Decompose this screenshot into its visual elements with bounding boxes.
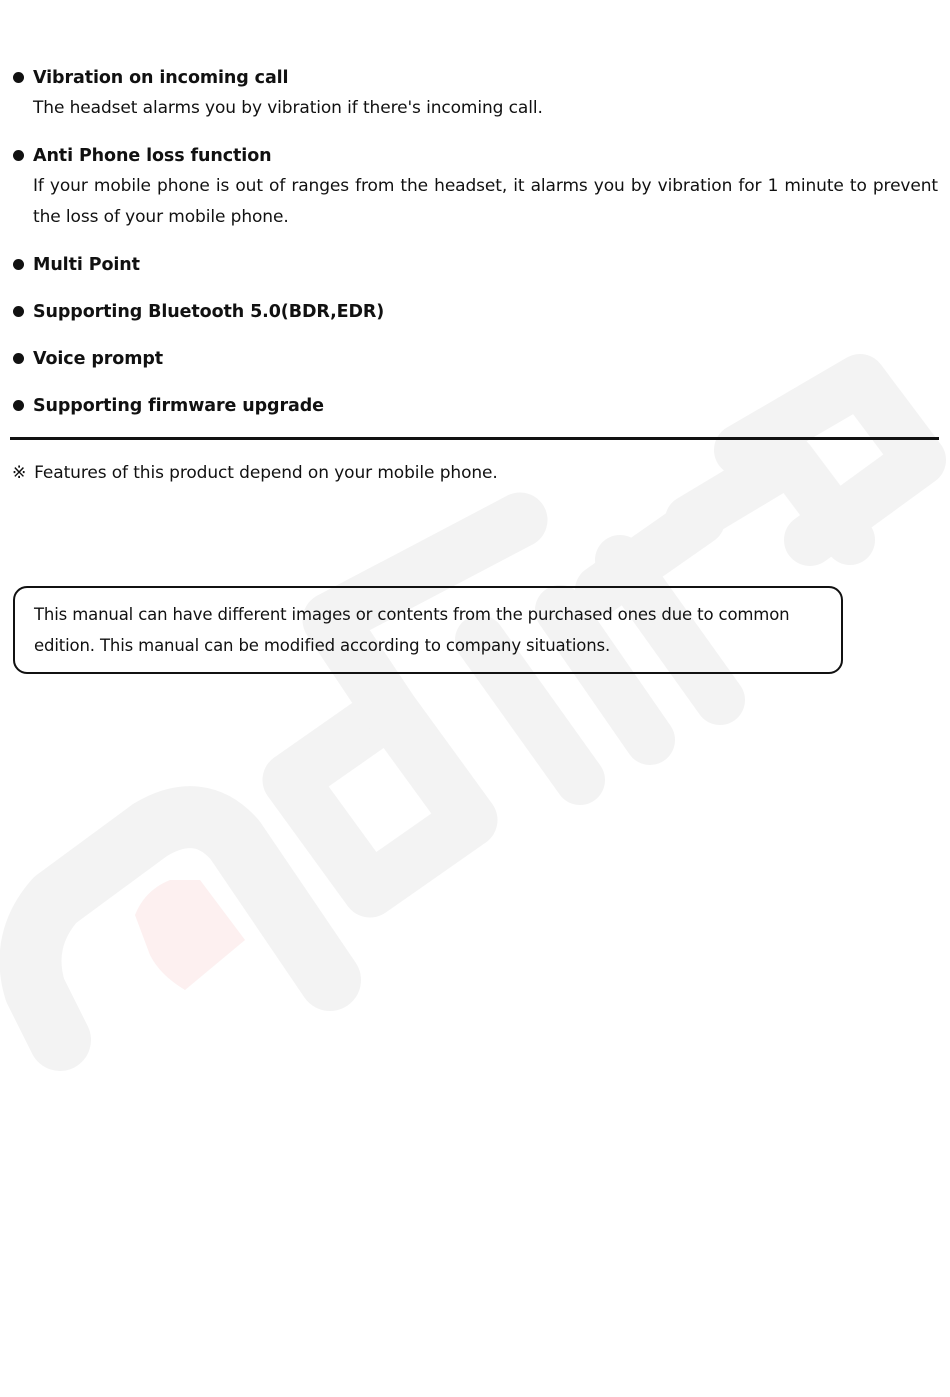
feature-title: Supporting Bluetooth 5.0(BDR,EDR) [33,302,385,322]
feature-description: If your mobile phone is out of ranges from the headset, it alarms you by vibration for 1 minute to prevent the loss of your mobile phone. [33,176,938,227]
feature-item-bluetooth [12,298,938,327]
bullet-icon [13,150,24,161]
feature-title: Vibration on incoming call [33,68,289,88]
section-divider [10,437,939,440]
feature-title: Supporting firmware upgrade [33,396,324,416]
feature-title: Anti Phone loss function [33,146,272,166]
feature-list [12,64,938,439]
bullet-icon [13,400,24,411]
feature-title: Voice prompt [33,349,164,369]
bullet-icon [13,259,24,270]
product-note [12,459,498,487]
feature-item-anti-phone-loss [12,142,938,233]
bullet-icon [13,353,24,364]
feature-item-multi-point [12,251,938,280]
feature-item-voice-prompt [12,345,938,374]
reference-mark-icon: ※ [12,463,27,483]
note-text: Features of this product depend on your mobile phone. [34,463,498,483]
notice-text: This manual can have different images or contents from the purchased ones due to common edition. This manual can be modified according to company situations. [34,605,790,655]
feature-description: The headset alarms you by vibration if there's incoming call. [33,98,543,118]
feature-item-firmware-upgrade [12,392,938,421]
manual-notice-box [13,586,843,674]
bullet-icon [13,306,24,317]
feature-title: Multi Point [33,255,140,275]
bullet-icon [13,72,24,83]
feature-item-vibration [12,64,938,124]
